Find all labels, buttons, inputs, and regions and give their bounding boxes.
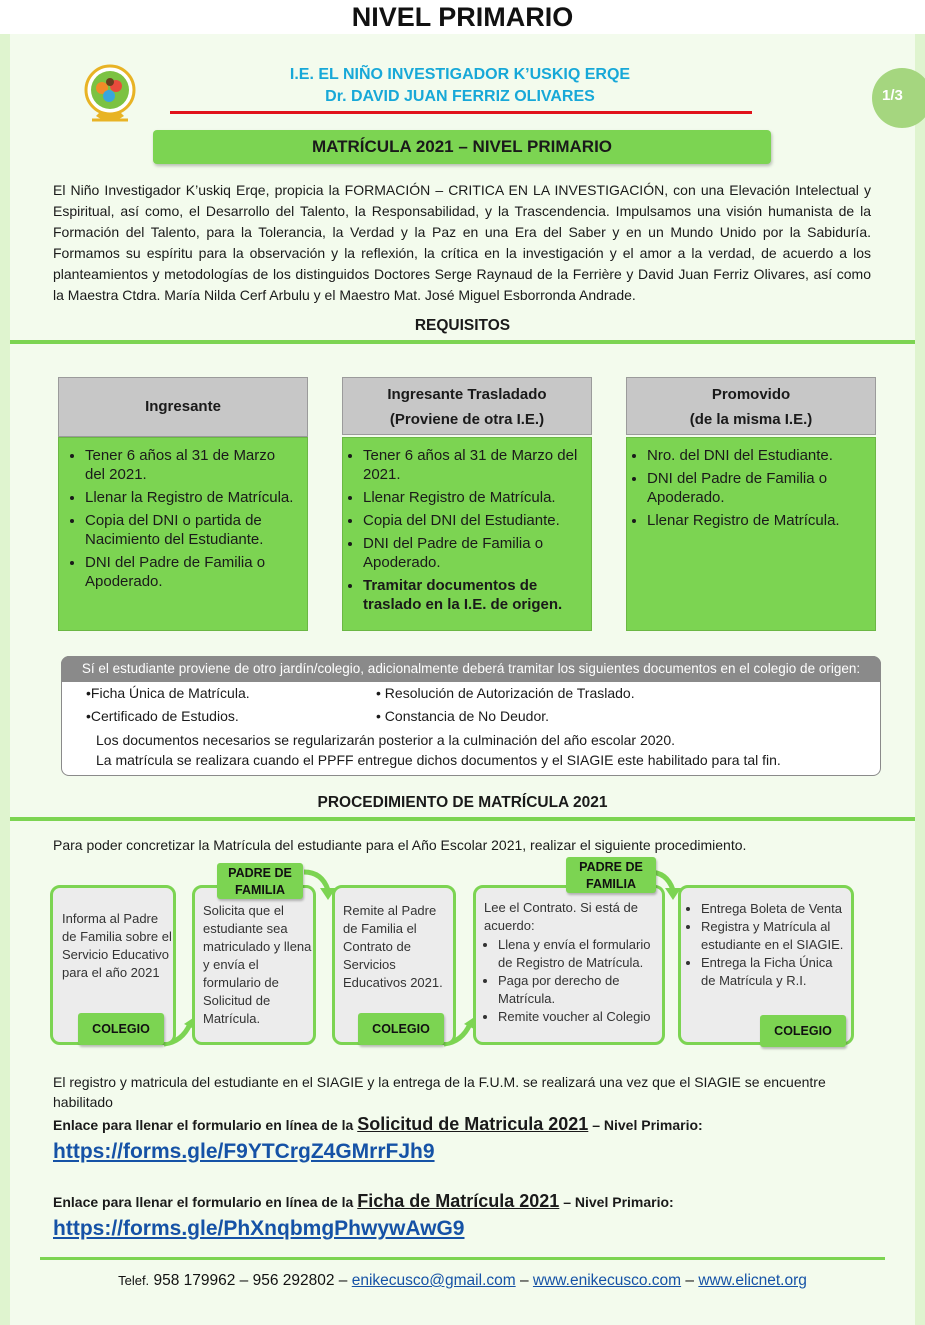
- requirements-title: REQUISITOS: [414, 317, 511, 334]
- card-header: [342, 377, 592, 435]
- step-tag: PADRE DE FAMILIA: [566, 857, 656, 893]
- header-divider: [170, 111, 752, 114]
- step-item: • Entrega Boleta de Venta: [701, 900, 849, 918]
- intro-paragraph: El Niño Investigador K’uskiq Erqe, propicia la FORMACIÓN – CRITICA EN LA INVESTIGACIÓN, con una Elevación Intelectual y Espiritual, así como, el Desarrollo del Talento, la Responsabilidad, y la Trascendencia. Impulsamos una visión humanista de la Formación del Talento, para la Tolerancia, la Verdad y la Paz en una Era del Saber y en un Mundo Unido por la Sabiduría. Formamos su espíritu para la observación y la reflexión, la crítica en la investigación y el amor a la verdad, de acuerdo a los planteamientos y metodologías de los distinguidos Doctores Serge Raynaud de la Ferrière y David Juan Ferriz Olivares, así como la Maestra Ctdra. María Nilda Cerf Arbulu y el Maestro Mat. José Miguel Esborronda Andrade.: [53, 182, 871, 303]
- phone-numbers: 958 179962 – 956 292802 –: [153, 1272, 348, 1289]
- requirement-item: • DNI del Padre de Familia o Apoderado.: [85, 553, 299, 591]
- step-item: • Paga por derecho de Matrícula.: [498, 972, 662, 1008]
- step-item: • Llena y envía el formulario de Registro de Matrícula.: [498, 936, 662, 972]
- footer-separator: –: [519, 1272, 529, 1289]
- section-divider: [10, 340, 915, 344]
- form-name: Ficha de Matrícula 2021: [357, 1191, 560, 1211]
- requirement-item: • Tramitar documentos de traslado en la I.E. de origen.: [363, 576, 583, 614]
- page-title: NIVEL PRIMARIO: [351, 2, 574, 32]
- step-item: • Registra y Matrícula al estudiante en el SIAGIE.: [701, 918, 849, 954]
- step-text: Remite al Padre de Familia el Contrato de Servicios Educativos 2021.: [343, 903, 443, 990]
- requirement-item: • Llenar Registro de Matrícula.: [647, 511, 867, 530]
- transfer-doc-item: •Certificado de Estudios.: [86, 708, 239, 724]
- email-link[interactable]: enikecusco@gmail.com: [351, 1272, 516, 1289]
- director-name: Dr. DAVID JUAN FERRIZ OLIVARES: [325, 88, 595, 105]
- card-subtitle: (Proviene de otra I.E.): [389, 411, 545, 428]
- requirement-item: • Llenar Registro de Matrícula.: [363, 488, 583, 507]
- card-title: Promovido: [711, 386, 791, 403]
- website-link[interactable]: www.enikecusco.com: [532, 1272, 682, 1289]
- ficha-form-link[interactable]: https://forms.gle/PhXnqbmgPhwywAwG9: [53, 1217, 465, 1240]
- step-text: Solicita que el estudiante sea matriculado y llena y envía el formulario de Solicitud de Matrícula.: [203, 903, 312, 1026]
- requirement-item: • DNI del Padre de Familia o Apoderado.: [647, 469, 867, 507]
- requirement-item: • Copia del DNI o partida de Nacimiento del Estudiante.: [85, 511, 299, 549]
- step-item: • Remite voucher al Colegio: [498, 1008, 662, 1026]
- transfer-doc-item: • Resolución de Autorización de Traslado.: [376, 685, 635, 701]
- section-divider: [10, 817, 915, 821]
- requirement-card-promovido: [626, 377, 876, 631]
- step-list: [484, 936, 662, 1026]
- step-tag: COLEGIO: [358, 1013, 444, 1045]
- phone-label: Telef.: [118, 1273, 150, 1288]
- transfer-info-header: Sí el estudiante proviene de otro jardín/colegio, adicionalmente deberá tramitar los siguientes documentos en el colegio de origen:: [61, 656, 881, 682]
- form-link-intro: [53, 1191, 873, 1212]
- requirement-item: • Llenar la Registro de Matrícula.: [85, 488, 299, 507]
- card-title: Ingresante Trasladado: [387, 386, 547, 403]
- card-body: [58, 437, 308, 631]
- card-header: [626, 377, 876, 435]
- step-list: [687, 900, 849, 990]
- card-body: [626, 437, 876, 631]
- step-tag: PADRE DE FAMILIA: [217, 863, 303, 899]
- form-link-intro: [53, 1114, 873, 1135]
- card-subtitle: (de la misma I.E.): [689, 411, 813, 428]
- footer-contact: [40, 1272, 885, 1290]
- step-text: Informa al Padre de Familia sobre el Servicio Educativo para el año 2021: [62, 911, 172, 980]
- step-item: • Entrega la Ficha Única de Matrícula y R.I.: [701, 954, 849, 990]
- footer-divider: [40, 1257, 885, 1260]
- step-text: Lee el Contrato. Si está de acuerdo:: [484, 900, 638, 933]
- link-prefix: Enlace para llenar el formulario en línea de la: [53, 1194, 354, 1210]
- transfer-note: La matrícula se realizara cuando el PPFF entregue dichos documentos y el SIAGIE este habilitado para tal fin.: [96, 752, 781, 768]
- solicitud-form-link[interactable]: https://forms.gle/F9YTCrgZ4GMrrFJh9: [53, 1140, 435, 1163]
- requirement-item: • Nro. del DNI del Estudiante.: [647, 446, 867, 465]
- step-tag: COLEGIO: [78, 1013, 164, 1045]
- page-number: 1/3: [882, 87, 903, 104]
- card-body: [342, 437, 592, 631]
- transfer-note: Los documentos necesarios se regularizarán posterior a la culminación del año escolar 2020.: [96, 732, 675, 748]
- card-title: Ingresante: [145, 398, 221, 415]
- enrollment-banner: MATRÍCULA 2021 – NIVEL PRIMARIO: [153, 130, 771, 164]
- procedure-step-2: [192, 885, 316, 1045]
- card-header: [58, 377, 308, 437]
- requirement-item: • Copia del DNI del Estudiante.: [363, 511, 583, 530]
- page-number-badge: [872, 68, 925, 128]
- school-logo-icon: [78, 62, 142, 128]
- step-tag: COLEGIO: [760, 1015, 846, 1047]
- requirement-item: • DNI del Padre de Familia o Apoderado.: [363, 534, 583, 572]
- procedure-title: PROCEDIMIENTO DE MATRÍCULA 2021: [317, 794, 608, 811]
- transfer-doc-item: •Ficha Única de Matrícula.: [86, 685, 250, 701]
- requirement-card-ingresante: [58, 377, 308, 631]
- requirement-card-trasladado: [342, 377, 592, 631]
- link-suffix: – Nivel Primario:: [563, 1194, 674, 1210]
- requirement-item: • Tener 6 años al 31 de Marzo del 2021.: [85, 446, 299, 484]
- footer-separator: –: [685, 1272, 695, 1289]
- link-prefix: Enlace para llenar el formulario en línea de la: [53, 1117, 354, 1133]
- procedure-step-4: [473, 885, 665, 1045]
- siagie-note: El registro y matricula del estudiante en el SIAGIE y la entrega de la F.U.M. se realizará una vez que el SIAGIE se encuentre habilitado: [53, 1074, 826, 1110]
- procedure-intro: Para poder concretizar la Matrícula del estudiante para el Año Escolar 2021, realizar el siguiente procedimiento.: [53, 837, 747, 853]
- transfer-doc-item: • Constancia de No Deudor.: [376, 708, 550, 724]
- link-suffix: – Nivel Primario:: [592, 1117, 703, 1133]
- website-link[interactable]: www.elicnet.org: [698, 1272, 807, 1289]
- school-name: I.E. EL NIÑO INVESTIGADOR K’USKIQ ERQE: [289, 66, 631, 83]
- form-name: Solicitud de Matricula 2021: [357, 1114, 589, 1134]
- requirement-item: • Tener 6 años al 31 de Marzo del 2021.: [363, 446, 583, 484]
